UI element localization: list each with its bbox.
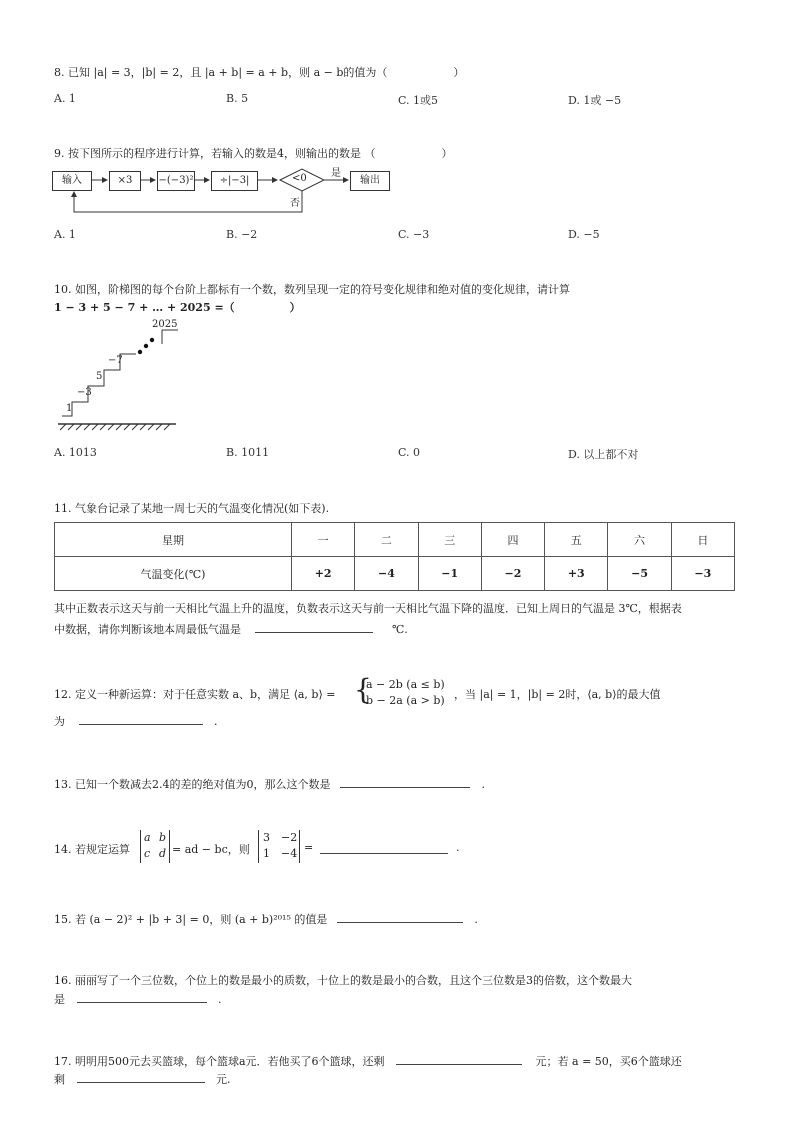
q17-line2-end: 元. (216, 1073, 231, 1086)
q16-answer-blank[interactable] (77, 990, 207, 1003)
flow-step2-box: −(−3)² (157, 171, 195, 191)
table-cell: −2 (481, 557, 544, 591)
q13-line (54, 775, 485, 792)
q11-stem: 11. 气象台记录了某地一周七天的气温变化情况(如下表). (54, 502, 330, 515)
flow-condition: <0 (292, 173, 307, 184)
q11-text-line1: 其中正数表示这天与前一天相比气温上升的温度，负数表示这天与前一天相比气温下降的温度．已知上周日的气温是 3℃，根据表 (54, 602, 682, 615)
q17-line2 (54, 1070, 231, 1087)
q17-line2-start: 剩 (54, 1073, 65, 1086)
table-cell: 四 (481, 523, 544, 557)
q8-stem: 8. 已知 |a| = 3，|b| = 2，且 |a + b| = a + b，则 a − b的值为（ ） (54, 66, 465, 79)
q15-answer-blank[interactable] (337, 910, 463, 923)
q9-flowchart (52, 168, 402, 220)
q12-line2 (54, 712, 218, 729)
q14-line (54, 830, 754, 866)
temperature-table (54, 522, 735, 591)
table-cell: 星期 (55, 523, 292, 557)
q12-brace: { (354, 673, 372, 706)
q17-line1-end: 元；若 a = 50，买6个篮球还 (535, 1055, 682, 1068)
table-cell: 五 (545, 523, 608, 557)
q16-line2-end: . (218, 993, 222, 1006)
flow-output-box: 输出 (350, 171, 390, 191)
q13-answer-blank[interactable] (340, 775, 470, 788)
q10-option-a: A. 1013 (54, 446, 97, 459)
q14-end: . (456, 841, 460, 854)
table-cell: +2 (292, 557, 355, 591)
det2-b: −2 (281, 831, 298, 844)
stair-label-2: −3 (77, 387, 92, 398)
q14-stem-start: 14. 若规定运算 (54, 843, 130, 856)
q9-option-b: B. −2 (226, 228, 258, 241)
table-cell: −4 (355, 557, 418, 591)
table-cell: 气温变化(℃) (55, 557, 292, 591)
det1-c: c (144, 847, 151, 860)
q12-stem-end: ，当 |a| = 1，|b| = 2时，⟨a, b⟩的最大值 (454, 688, 661, 701)
table-cell: 一 (292, 523, 355, 557)
det2-c: 1 (263, 847, 270, 860)
staircase-drawing (58, 318, 188, 434)
flow-step3-box: ÷|−3| (211, 171, 258, 191)
flow-no-label: 否 (290, 198, 300, 209)
q10-option-c: C. 0 (398, 446, 421, 459)
det2-d: −4 (281, 847, 298, 860)
table-cell: +3 (545, 557, 608, 591)
q15-end: . (474, 913, 478, 926)
table-cell: 六 (608, 523, 671, 557)
q9-option-c: C. −3 (398, 228, 430, 241)
table-cell: −5 (608, 557, 671, 591)
table-cell: −3 (671, 557, 734, 591)
determinant-values (258, 830, 300, 863)
det1-b: b (159, 831, 167, 844)
q12-line2-start: 为 (54, 715, 65, 728)
q17-line1 (54, 1052, 682, 1069)
q12-case1: a − 2b (a ≤ b) (366, 678, 445, 691)
stair-label-5: 2025 (152, 319, 178, 330)
q14-answer-blank[interactable] (320, 841, 448, 854)
stair-label-4: −7 (108, 355, 123, 366)
det1-a: a (144, 831, 151, 844)
q14-stem-middle: = ad − bc，则 (172, 843, 250, 856)
q15-stem: 15. 若 (a − 2)² + |b + 3| = 0，则 (a + b)²⁰¹⁵ 的值是 (54, 913, 328, 926)
determinant-abcd (140, 830, 170, 863)
q10-staircase-figure (58, 318, 188, 434)
q10-option-d: D. 以上都不对 (568, 448, 639, 461)
det1-d: d (159, 847, 167, 860)
stair-label-1: 1 (66, 403, 73, 414)
q13-end: . (481, 778, 485, 791)
q9-stem: 9. 按下图所示的程序进行计算，若输入的数是4，则输出的数是 （ ） (54, 147, 453, 160)
table-cell: 二 (355, 523, 418, 557)
flow-input-box: 输入 (52, 171, 92, 191)
table-row (55, 557, 735, 591)
q17-line1-start: 17. 明明用500元去买篮球，每个篮球a元．若他买了6个篮球，还剩 (54, 1055, 385, 1068)
det2-a: 3 (263, 831, 270, 844)
q10-option-b: B. 1011 (226, 446, 270, 459)
q17-answer-blank-2[interactable] (77, 1070, 205, 1083)
table-cell: 日 (671, 523, 734, 557)
q9-option-d: D. −5 (568, 228, 600, 241)
q12-line1 (54, 673, 754, 710)
stair-label-3: 5 (96, 371, 103, 382)
q15-line (54, 910, 478, 927)
flow-step1-box: ×3 (109, 171, 141, 191)
flow-yes-label: 是 (331, 168, 341, 179)
q8-option-c: C. 1或5 (398, 94, 439, 107)
q14-equals: = (304, 841, 314, 854)
table-header-row (55, 523, 735, 557)
q11-answer-blank[interactable] (255, 620, 373, 633)
q17-answer-blank-1[interactable] (396, 1052, 522, 1065)
q16-line1: 16. 丽丽写了一个三位数，个位上的数是最小的质数，十位上的数是最小的合数，且这个三位数是3的倍数，这个数最大 (54, 974, 632, 987)
q8-option-b: B. 5 (226, 92, 249, 105)
q12-line2-end: . (214, 715, 218, 728)
q11-text-line2-start: 中数据，请你判断该地本周最低气温是 (54, 623, 241, 636)
q16-line2-start: 是 (54, 993, 65, 1006)
q12-answer-blank[interactable] (79, 712, 203, 725)
q13-stem: 13. 已知一个数减去2.4的差的绝对值为0，那么这个数是 (54, 778, 331, 791)
q8-option-d: D. 1或 −5 (568, 94, 622, 107)
q8-option-a: A. 1 (54, 92, 76, 105)
q10-stem: 10. 如图，阶梯图的每个台阶上都标有一个数，数列呈现一定的符号变化规律和绝对值的变化规律，请计算 (54, 283, 570, 296)
q12-stem-start: 12. 定义一种新运算：对于任意实数 a、b，满足 ⟨a, b⟩ = (54, 688, 336, 701)
table-cell: −1 (418, 557, 481, 591)
q10-expression: 1 − 3 + 5 − 7 + … + 2025 =（ ） (54, 301, 301, 314)
q12-case2: b − 2a (a > b) (366, 694, 445, 707)
q11-text-line2 (54, 620, 408, 637)
table-cell: 三 (418, 523, 481, 557)
q16-line2 (54, 990, 222, 1007)
q11-text-line2-end: ℃. (392, 623, 408, 636)
q9-option-a: A. 1 (54, 228, 76, 241)
